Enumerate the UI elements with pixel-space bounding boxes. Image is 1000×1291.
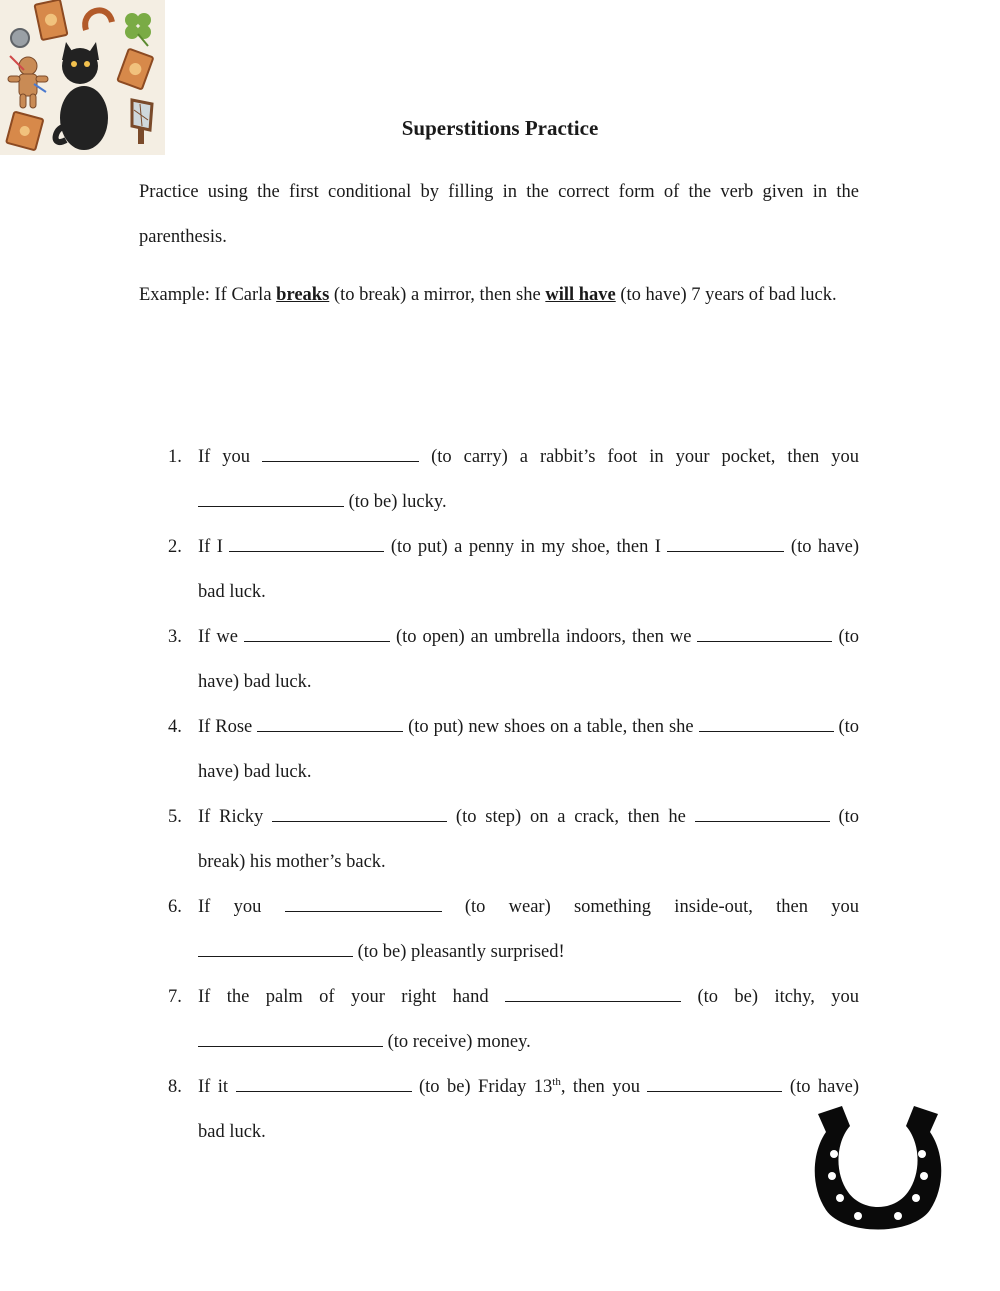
answer-blank-6b[interactable] (198, 940, 353, 957)
example-suffix: (to have) 7 years of bad luck. (620, 285, 837, 305)
exercise-hint: (to step) on a crack, then he (455, 807, 686, 827)
page-title: Superstitions Practice (401, 116, 599, 140)
exercise-number: 4. (168, 717, 182, 737)
exercise-3 (168, 615, 859, 705)
answer-blank-1a[interactable] (262, 445, 419, 462)
exercise-before: If we (198, 627, 238, 647)
example-prefix: Example: If Carla (139, 285, 272, 305)
exercise-after: (to have) bad luck. (198, 1077, 859, 1142)
exercise-7 (168, 975, 859, 1065)
example-answer-1: breaks (276, 285, 330, 305)
exercise-after: (to be) lucky. (348, 492, 447, 512)
exercise-number: 8. (168, 1077, 182, 1097)
exercise-5 (168, 795, 859, 885)
exercise-before: If Ricky (198, 807, 264, 827)
exercise-hint: (to be) Friday 13 (418, 1077, 553, 1097)
exercise-number: 2. (168, 537, 182, 557)
example-middle: (to break) a mirror, then she (333, 285, 541, 305)
exercise-before: If you (198, 897, 262, 917)
exercise-before: If I (198, 537, 223, 557)
instructions: Practice using the first conditional by filling in the correct form of the verb given in the parenthesis. (139, 182, 859, 247)
answer-blank-3a[interactable] (244, 625, 390, 642)
horseshoe-illustration (812, 1102, 944, 1242)
exercise-hint: (to open) an umbrella indoors, then we (395, 627, 692, 647)
exercise-hint: (to put) a penny in my shoe, then I (390, 537, 661, 557)
exercise-hint: (to put) new shoes on a table, then she (408, 717, 694, 737)
answer-blank-3b[interactable] (697, 625, 832, 642)
exercise-number: 3. (168, 627, 182, 647)
exercise-after: (to receive) money. (387, 1032, 531, 1052)
answer-blank-4b[interactable] (699, 715, 834, 732)
answer-blank-7b[interactable] (198, 1030, 383, 1047)
exercise-before: If you (198, 447, 251, 467)
horseshoe-icon (812, 1102, 944, 1242)
example-sentence (139, 273, 859, 318)
answer-blank-5a[interactable] (272, 805, 447, 822)
exercise-4 (168, 705, 859, 795)
exercise-before: If Rose (198, 717, 253, 737)
exercise-number: 6. (168, 897, 182, 917)
exercise-before: If the palm of your right hand (198, 987, 489, 1007)
exercise-1 (168, 435, 859, 525)
answer-blank-5b[interactable] (695, 805, 830, 822)
exercise-hint: (to wear) something inside-out, then you (464, 897, 860, 917)
answer-blank-2a[interactable] (229, 535, 384, 552)
answer-blank-7a[interactable] (505, 985, 681, 1002)
answer-blank-6a[interactable] (285, 895, 442, 912)
exercise-number: 7. (168, 987, 182, 1007)
exercise-hint: (to be) itchy, you (697, 987, 860, 1007)
exercise-before: If it (198, 1077, 229, 1097)
answer-blank-8a[interactable] (236, 1075, 412, 1092)
exercise-number: 5. (168, 807, 182, 827)
answer-blank-2b[interactable] (667, 535, 784, 552)
answer-blank-1b[interactable] (198, 490, 344, 507)
exercise-hint: (to carry) a rabbit’s foot in your pocket, then you (431, 447, 860, 467)
ordinal-suffix: th (552, 1075, 561, 1088)
exercise-number: 1. (168, 447, 182, 467)
exercise-after: (to be) pleasantly surprised! (357, 942, 565, 962)
exercise-after: (to have) bad luck. (198, 537, 860, 602)
exercise-list (168, 435, 859, 1155)
answer-blank-4a[interactable] (257, 715, 403, 732)
example-answer-2: will have (545, 285, 616, 305)
exercise-after: (to have) bad luck. (198, 717, 860, 782)
exercise-2 (168, 525, 859, 615)
exercise-hint-tail: , then you (560, 1077, 640, 1097)
answer-blank-8b[interactable] (647, 1075, 782, 1092)
exercise-8 (168, 1065, 859, 1155)
exercise-after: (to have) bad luck. (198, 627, 860, 692)
exercise-6 (168, 885, 859, 975)
exercise-after: (to break) his mother’s back. (198, 807, 860, 872)
